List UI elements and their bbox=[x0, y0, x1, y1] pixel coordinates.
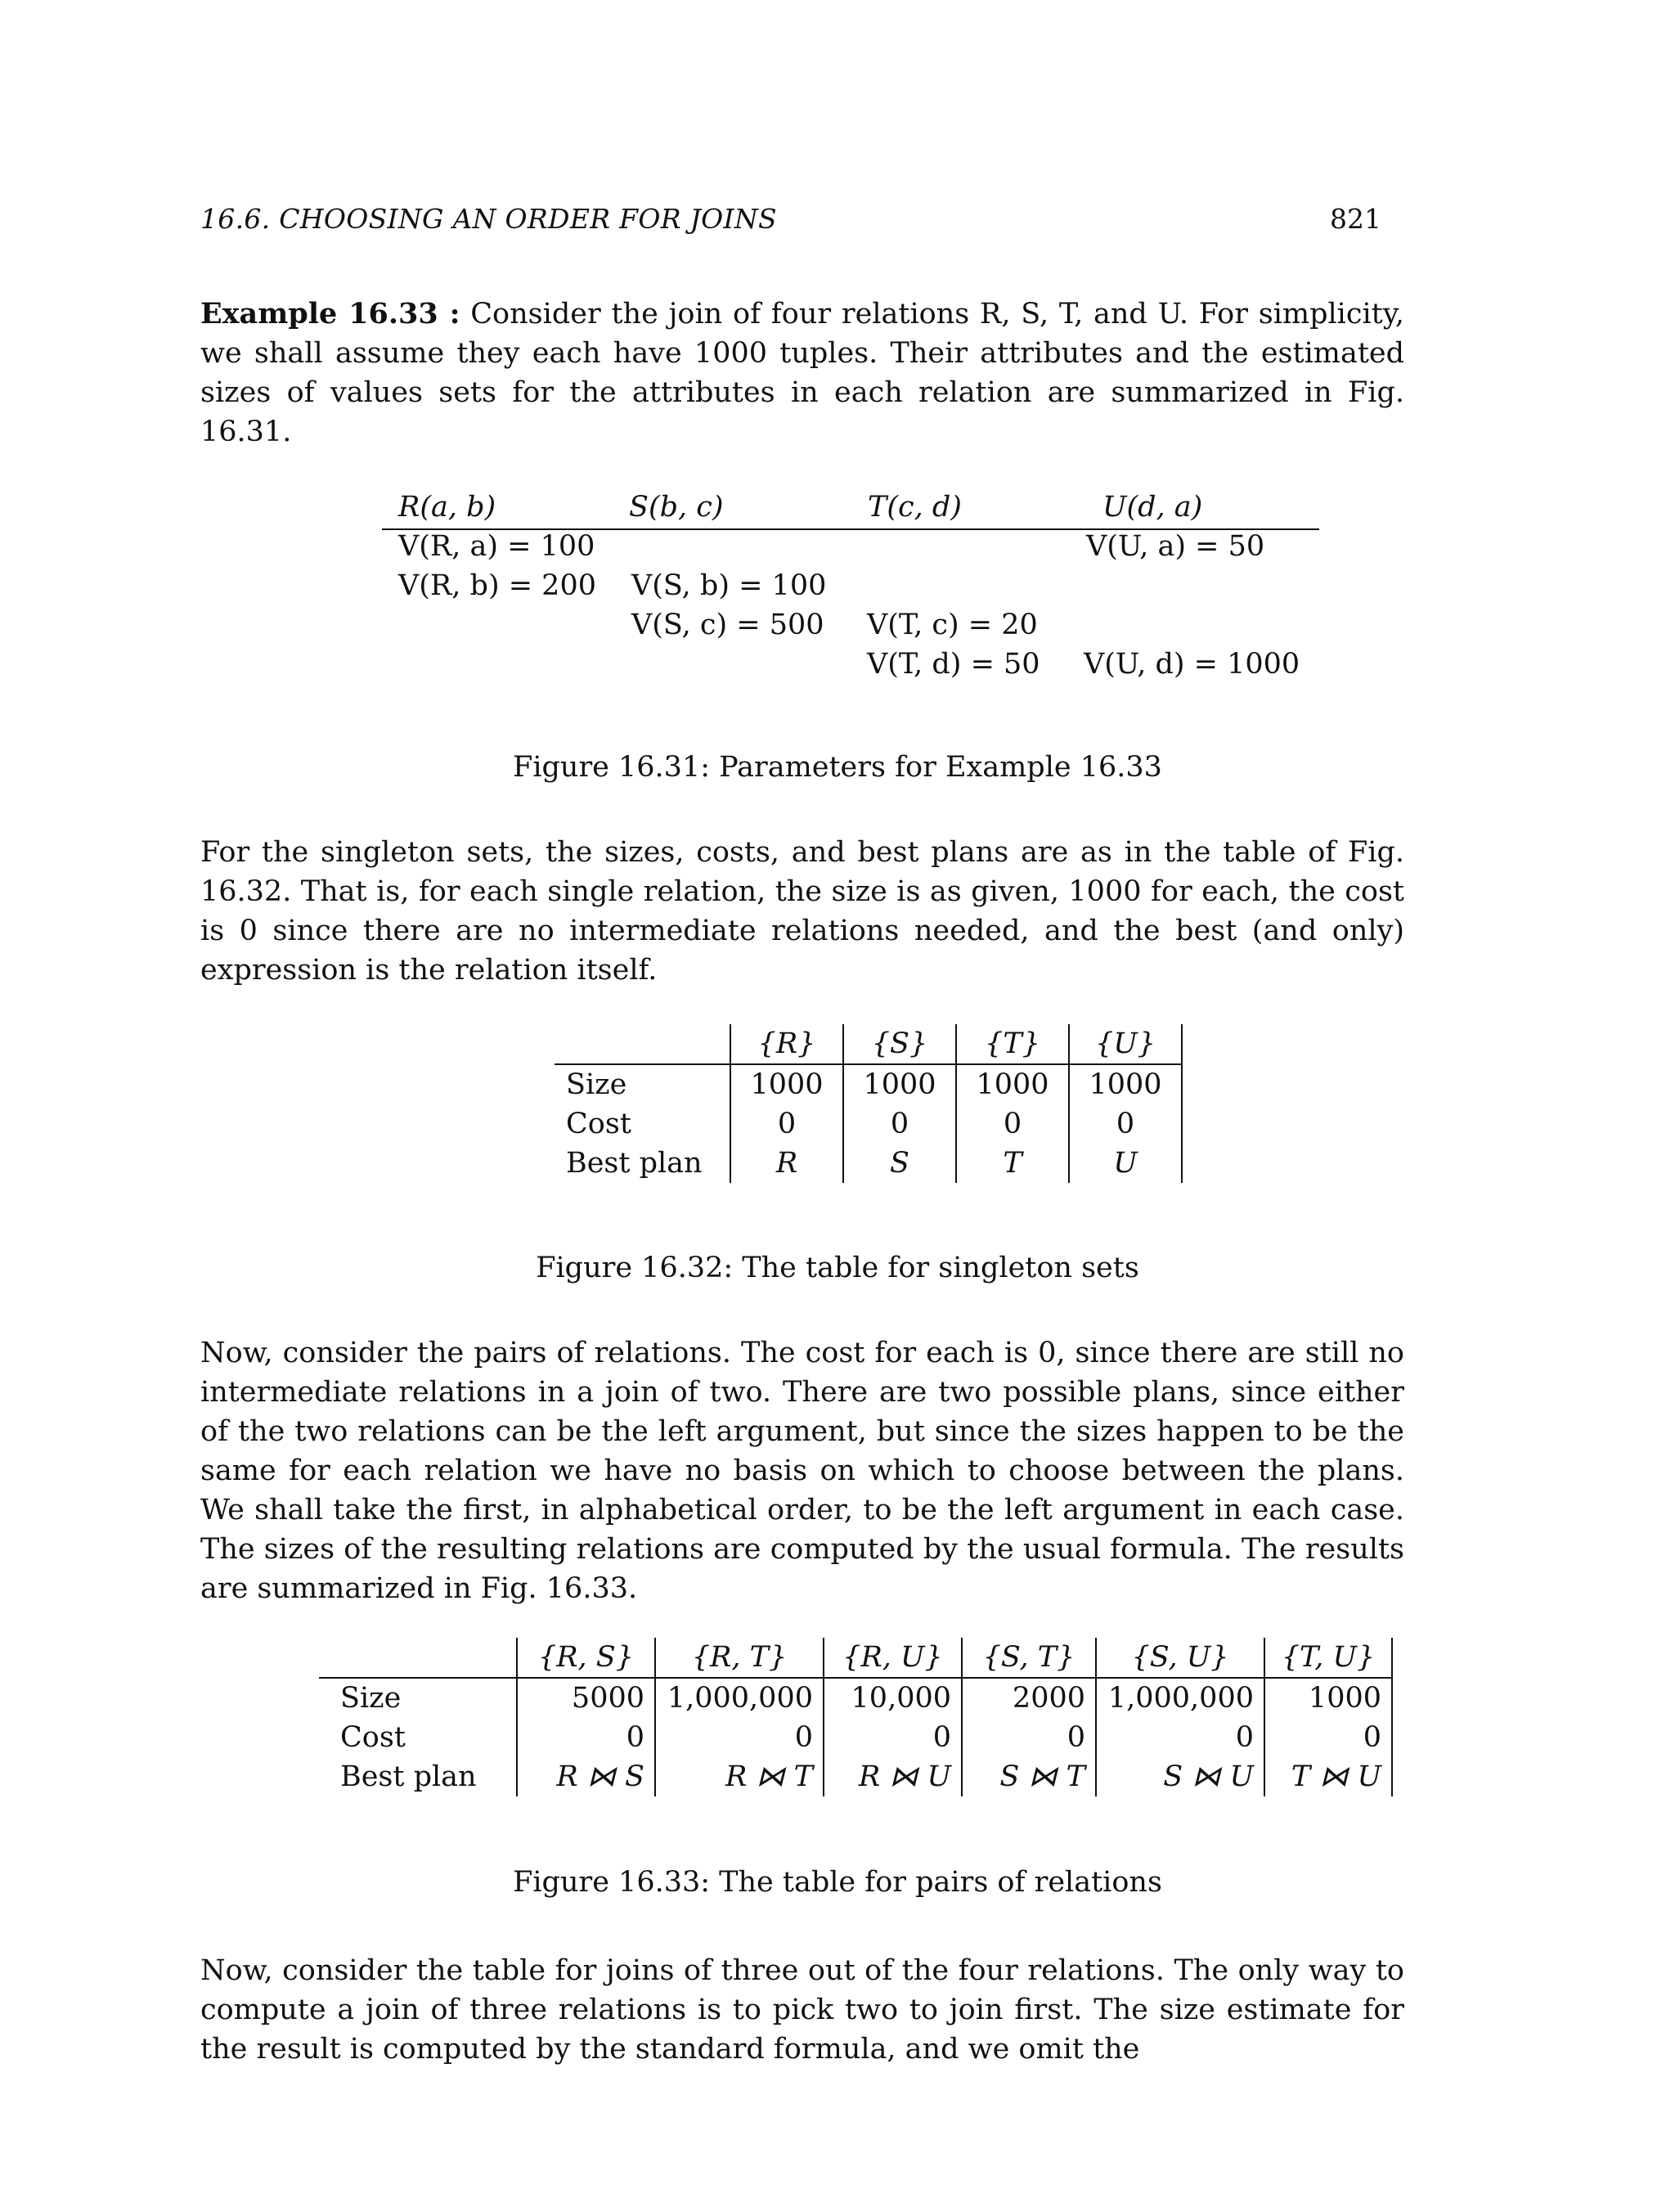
table-cell: S bbox=[843, 1144, 956, 1183]
header-s: S(b, c) bbox=[629, 491, 724, 524]
table-cell: 0 bbox=[843, 1104, 956, 1144]
table-cell: R ⋈ U bbox=[824, 1757, 962, 1796]
row-label: Cost bbox=[340, 1721, 406, 1754]
v-r-a: V(R, a) = 100 bbox=[398, 530, 595, 563]
header-u: U(d, a) bbox=[1102, 491, 1203, 524]
table-cell: S ⋈ T bbox=[962, 1757, 1096, 1796]
v-t-d: V(T, d) = 50 bbox=[867, 648, 1040, 681]
table-cell: 1000 bbox=[956, 1064, 1069, 1104]
running-header: 16.6. CHOOSING AN ORDER FOR JOINS bbox=[200, 203, 777, 235]
table-cell: T bbox=[956, 1144, 1069, 1183]
row-label: Best plan bbox=[566, 1147, 703, 1180]
example-text: Consider the join of four relations R, S, T, and U. For simplicity, we shall assume they each have 1000 tuples. Their attributes and the estimated sizes of values sets for the attributes in each relation are summarized in Fig. 16.31. bbox=[200, 298, 1404, 448]
v-u-d: V(U, d) = 1000 bbox=[1084, 648, 1300, 681]
figure-31-caption: Figure 16.31: Parameters for Example 16.33 bbox=[513, 751, 1162, 784]
table-cell: U bbox=[1069, 1144, 1182, 1183]
column-header: {S} bbox=[843, 1024, 956, 1064]
v-s-c: V(S, c) = 500 bbox=[631, 609, 824, 641]
row-label: Size bbox=[340, 1682, 402, 1715]
v-t-c: V(T, c) = 20 bbox=[867, 609, 1038, 641]
paragraph-triples: Now, consider the table for joins of three out of the four relations. The only way to compute a join of three relations is to pick two to join first. The size estimate for the result is computed by the standard formula, and we omit the bbox=[200, 1954, 1404, 2066]
corner-cell bbox=[319, 1638, 517, 1678]
table-cell: 0 bbox=[824, 1718, 962, 1757]
v-u-a: V(U, a) = 50 bbox=[1086, 530, 1265, 563]
table-cell: R ⋈ T bbox=[655, 1757, 824, 1796]
table-cell: 10,000 bbox=[824, 1678, 962, 1718]
column-header: {R} bbox=[730, 1024, 843, 1064]
table-cell: 1,000,000 bbox=[1096, 1678, 1264, 1718]
table-cell: T ⋈ U bbox=[1264, 1757, 1392, 1796]
row-label: Cost bbox=[566, 1108, 631, 1140]
column-header: {R, U} bbox=[824, 1638, 962, 1678]
table-row bbox=[319, 1757, 1392, 1796]
table-cell: 1000 bbox=[843, 1064, 956, 1104]
table-cell: 5000 bbox=[517, 1678, 655, 1718]
table-cell: 0 bbox=[655, 1718, 824, 1757]
row-label: Size bbox=[566, 1068, 627, 1101]
table-cell: 0 bbox=[962, 1718, 1096, 1757]
table-cell: 1,000,000 bbox=[655, 1678, 824, 1718]
column-header: {R, T} bbox=[655, 1638, 824, 1678]
table-cell: 0 bbox=[956, 1104, 1069, 1144]
column-header: {S, T} bbox=[962, 1638, 1096, 1678]
column-header: {S, U} bbox=[1096, 1638, 1264, 1678]
table-cell: 0 bbox=[730, 1104, 843, 1144]
table-row bbox=[555, 1064, 1182, 1104]
table-cell: 1000 bbox=[1264, 1678, 1392, 1718]
singleton-table bbox=[555, 1024, 1183, 1183]
header-r: R(a, b) bbox=[398, 491, 496, 524]
table-cell: 0 bbox=[1264, 1718, 1392, 1757]
column-header: {T} bbox=[956, 1024, 1069, 1064]
paragraph-singletons: For the singleton sets, the sizes, costs, and best plans are as in the table of Fig. 16.32. That is, for each single relation, the size is as given, 1000 for each, the cost is 0 since there are no intermediate relations needed, and the best (and only) expression is the relation itself. bbox=[200, 836, 1404, 987]
pairs-table bbox=[319, 1638, 1393, 1796]
table-cell: R bbox=[730, 1144, 843, 1183]
paragraph-pairs: Now, consider the pairs of relations. The cost for each is 0, since there are still no intermediate relations in a join of two. There are two possible plans, since either of the two relations can be the left argument, but since the sizes happen to be the same for each relation we have no basis on which to choose between the plans. We shall take the first, in alphabetical order, to be the left argument in each case. The sizes of the resulting relations are computed by the usual formula. The results are summarized in Fig. 16.33. bbox=[200, 1337, 1404, 1605]
header-t: T(c, d) bbox=[868, 491, 962, 524]
table-cell: S ⋈ U bbox=[1096, 1757, 1264, 1796]
table-cell: 2000 bbox=[962, 1678, 1096, 1718]
column-header: {R, S} bbox=[517, 1638, 655, 1678]
example-label: Example 16.33 : bbox=[200, 297, 460, 330]
figure-33-caption: Figure 16.33: The table for pairs of relations bbox=[513, 1866, 1162, 1899]
table-row bbox=[319, 1718, 1392, 1757]
table-row bbox=[555, 1144, 1182, 1183]
row-label: Best plan bbox=[340, 1760, 477, 1793]
example-paragraph bbox=[200, 294, 1404, 452]
table-row bbox=[319, 1678, 1392, 1718]
table-cell: 0 bbox=[1096, 1718, 1264, 1757]
column-header: {U} bbox=[1069, 1024, 1182, 1064]
table-cell: 0 bbox=[517, 1718, 655, 1757]
table-cell: R ⋈ S bbox=[517, 1757, 655, 1796]
table-row bbox=[555, 1104, 1182, 1144]
table-cell: 1000 bbox=[1069, 1064, 1182, 1104]
table-cell: 1000 bbox=[730, 1064, 843, 1104]
figure-32-caption: Figure 16.32: The table for singleton sets bbox=[536, 1252, 1139, 1284]
page-number: 821 bbox=[1330, 203, 1381, 235]
v-r-b: V(R, b) = 200 bbox=[398, 569, 596, 602]
column-header: {T, U} bbox=[1264, 1638, 1392, 1678]
v-s-b: V(S, b) = 100 bbox=[631, 569, 827, 602]
corner-cell bbox=[555, 1024, 730, 1064]
table-cell: 0 bbox=[1069, 1104, 1182, 1144]
